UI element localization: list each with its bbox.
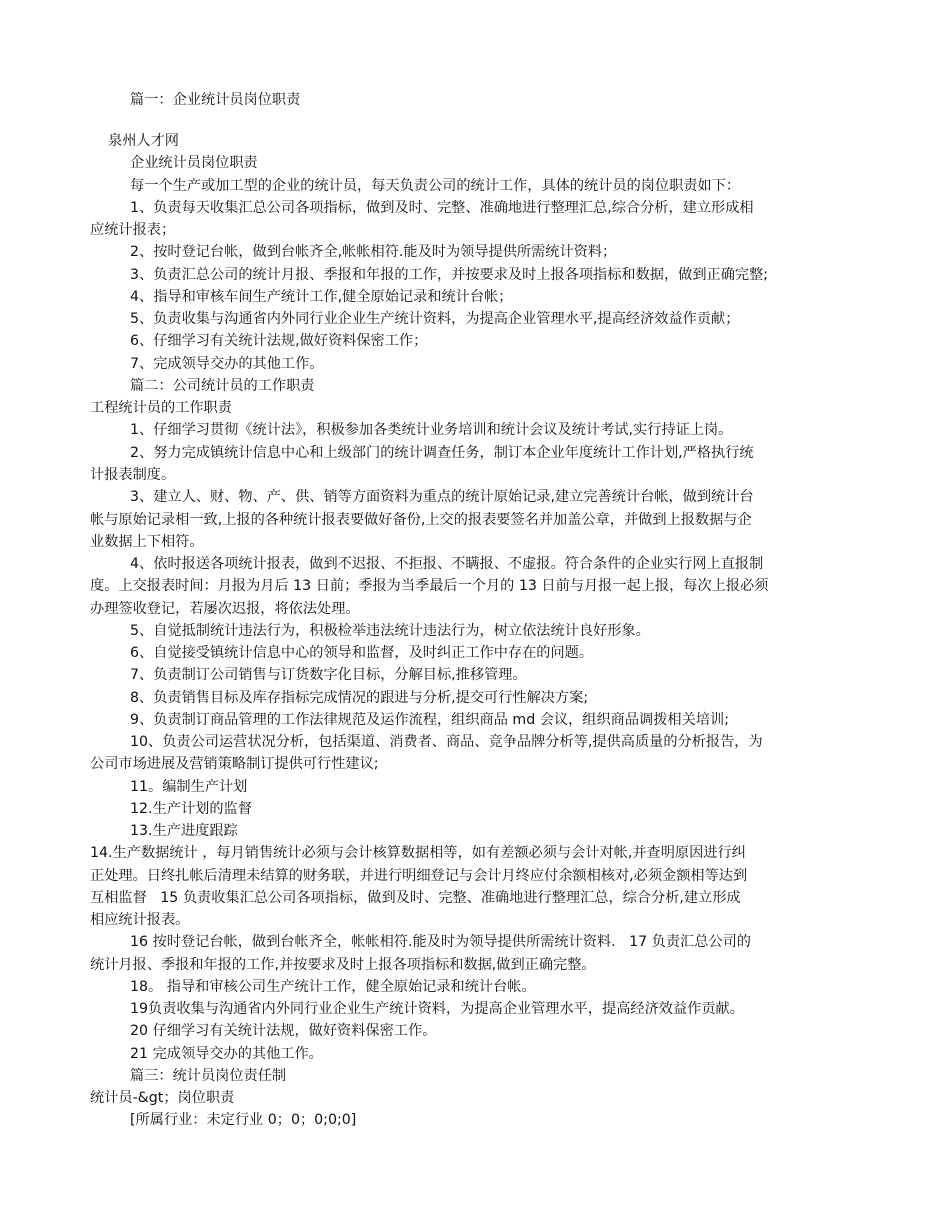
paragraph-line: 2、努力完成镇统计信息中心和上级部门的统计调查任务，制订本企业年度统计工作计划,严格执行统 xyxy=(130,445,754,461)
paragraph-line: 7、负责制订公司销售与订货数字化目标，分解目标,推移管理。 xyxy=(130,667,527,683)
paragraph-line: 20 仔细学习有关统计法规，做好资料保密工作。 xyxy=(130,1023,437,1039)
paragraph-line: 正处理。日终扎帐后清理未结算的财务联，并进行明细登记与会计月终应付余额相核对,必须金额相等达到 xyxy=(90,868,748,884)
doc-title: 企业统计员岗位职责 xyxy=(130,155,258,171)
paragraph-line: 9、负责制订商品管理的工作法律规范及运作流程，组织商品 md 会议，组织商品调拨相关培训; xyxy=(130,712,729,728)
paragraph-line: 13.生产进度跟踪 xyxy=(130,823,238,839)
paragraph-line: 4、指导和审核车间生产统计工作,健全原始记录和统计台帐； xyxy=(130,289,513,305)
paragraph-line: 计报表制度。 xyxy=(90,467,176,483)
paragraph-line: 业数据上下相符。 xyxy=(90,534,204,550)
paragraph-line: 11。编制生产计划 xyxy=(130,779,248,795)
paragraph-line: 21 完成领导交办的其他工作。 xyxy=(130,1046,323,1062)
subtitle-line: 工程统计员的工作职责 xyxy=(90,400,232,416)
paragraph-line: 3、负责汇总公司的统计月报、季报和年报的工作，并按要求及时上报各项指标和数据，做到正确完整; xyxy=(130,267,769,283)
paragraph-line: 5、负责收集与沟通省内外同行业企业生产统计资料，为提高企业管理水平,提高经济效益作贡献； xyxy=(130,311,740,327)
paragraph-line: 5、自觉抵制统计违法行为，积极检举违法统计违法行为，树立依法统计良好形象。 xyxy=(130,623,650,639)
section-heading-1: 篇一：企业统计员岗位职责 xyxy=(130,92,301,108)
paragraph-line: 6、仔细学习有关统计法规,做好资料保密工作； xyxy=(130,333,428,349)
source-site-name: 泉州人才网 xyxy=(108,133,179,149)
section-heading-3: 篇三：统计员岗位责任制 xyxy=(130,1068,287,1084)
paragraph-line: 应统计报表； xyxy=(90,222,176,238)
paragraph-line: 帐与原始记录相一致,上报的各种统计报表要做好备份,上交的报表要签名并加盖公章，并做到上报数据与企 xyxy=(90,512,752,528)
paragraph-line: 2、按时登记台帐，做到台帐齐全,帐帐相符.能及时为领导提供所需统计资料； xyxy=(130,244,617,260)
subtitle-line: 统计员-&gt；岗位职责 xyxy=(90,1090,235,1106)
paragraph-line: 3、建立人、财、物、产、供、销等方面资料为重点的统计原始记录,建立完善统计台帐，做到统计台 xyxy=(130,489,754,505)
paragraph-line: 统计月报、季报和年报的工作,并按要求及时上报各项指标和数据,做到正确完整。 xyxy=(90,957,596,973)
paragraph-line: 相应统计报表。 xyxy=(90,912,190,928)
paragraph-line: 1、仔细学习贯彻《统计法》，积极参加各类统计业务培训和统计会议及统计考试,实行持证上岗。 xyxy=(130,422,733,438)
paragraph-line: 6、自觉接受镇统计信息中心的领导和监督，及时纠正工作中存在的问题。 xyxy=(130,645,594,661)
paragraph-line: 公司市场进展及营销策略制订提供可行性建议; xyxy=(90,756,379,772)
paragraph-line: 互相监督 15 负责收集汇总公司各项指标，做到及时、完整、准确地进行整理汇总，综合分析,建立形成 xyxy=(90,890,741,906)
section-heading-2: 篇二：公司统计员的工作职责 xyxy=(130,378,315,394)
paragraph-line: 度。上交报表时间：月报为月后 13 日前；季报为当季最后一个月的 13 日前与月报一起上报，每次上报必须 xyxy=(90,578,769,594)
industry-tag-line: [所属行业：未定行业 0；0；0;0;0] xyxy=(130,1112,357,1128)
paragraph-line: 1、负责每天收集汇总公司各项指标，做到及时、完整、准确地进行整理汇总,综合分析，建立形成相 xyxy=(130,200,754,216)
paragraph-line: 办理签收登记，若屡次迟报，将依法处理。 xyxy=(90,601,360,617)
paragraph-line: 12.生产计划的监督 xyxy=(130,801,252,817)
paragraph-line: 7、完成领导交办的其他工作。 xyxy=(130,356,324,372)
paragraph-line: 18。 指导和审核公司生产统计工作，健全原始记录和统计台帐。 xyxy=(130,979,536,995)
paragraph-line: 4、依时报送各项统计报表，做到不迟报、不拒报、不瞒报、不虚报。符合条件的企业实行网上直报制 xyxy=(130,556,764,572)
paragraph-line: 14.生产数据统计 ，每月销售统计必须与会计核算数据相等，如有差额必须与会计对帐,并查明原因进行纠 xyxy=(90,845,746,861)
paragraph-line: 10、负责公司运营状况分析，包括渠道、消费者、商品、竞争品牌分析等,提供高质量的分析报告，为 xyxy=(130,734,763,750)
paragraph-line: 16 按时登记台帐，做到台帐齐全，帐帐相符.能及时为领导提供所需统计资料. 17 负责汇总公司的 xyxy=(130,934,751,950)
paragraph-line: 8、负责销售目标及库存指标完成情况的跟进与分析,提交可行性解决方案; xyxy=(130,690,589,706)
paragraph-line: 每一个生产或加工型的企业的统计员，每天负责公司的统计工作，具体的统计员的岗位职责如下： xyxy=(130,178,741,194)
paragraph-line: 19负责收集与沟通省内外同行业企业生产统计资料，为提高企业管理水平，提高经济效益作贡献。 xyxy=(130,1001,744,1017)
